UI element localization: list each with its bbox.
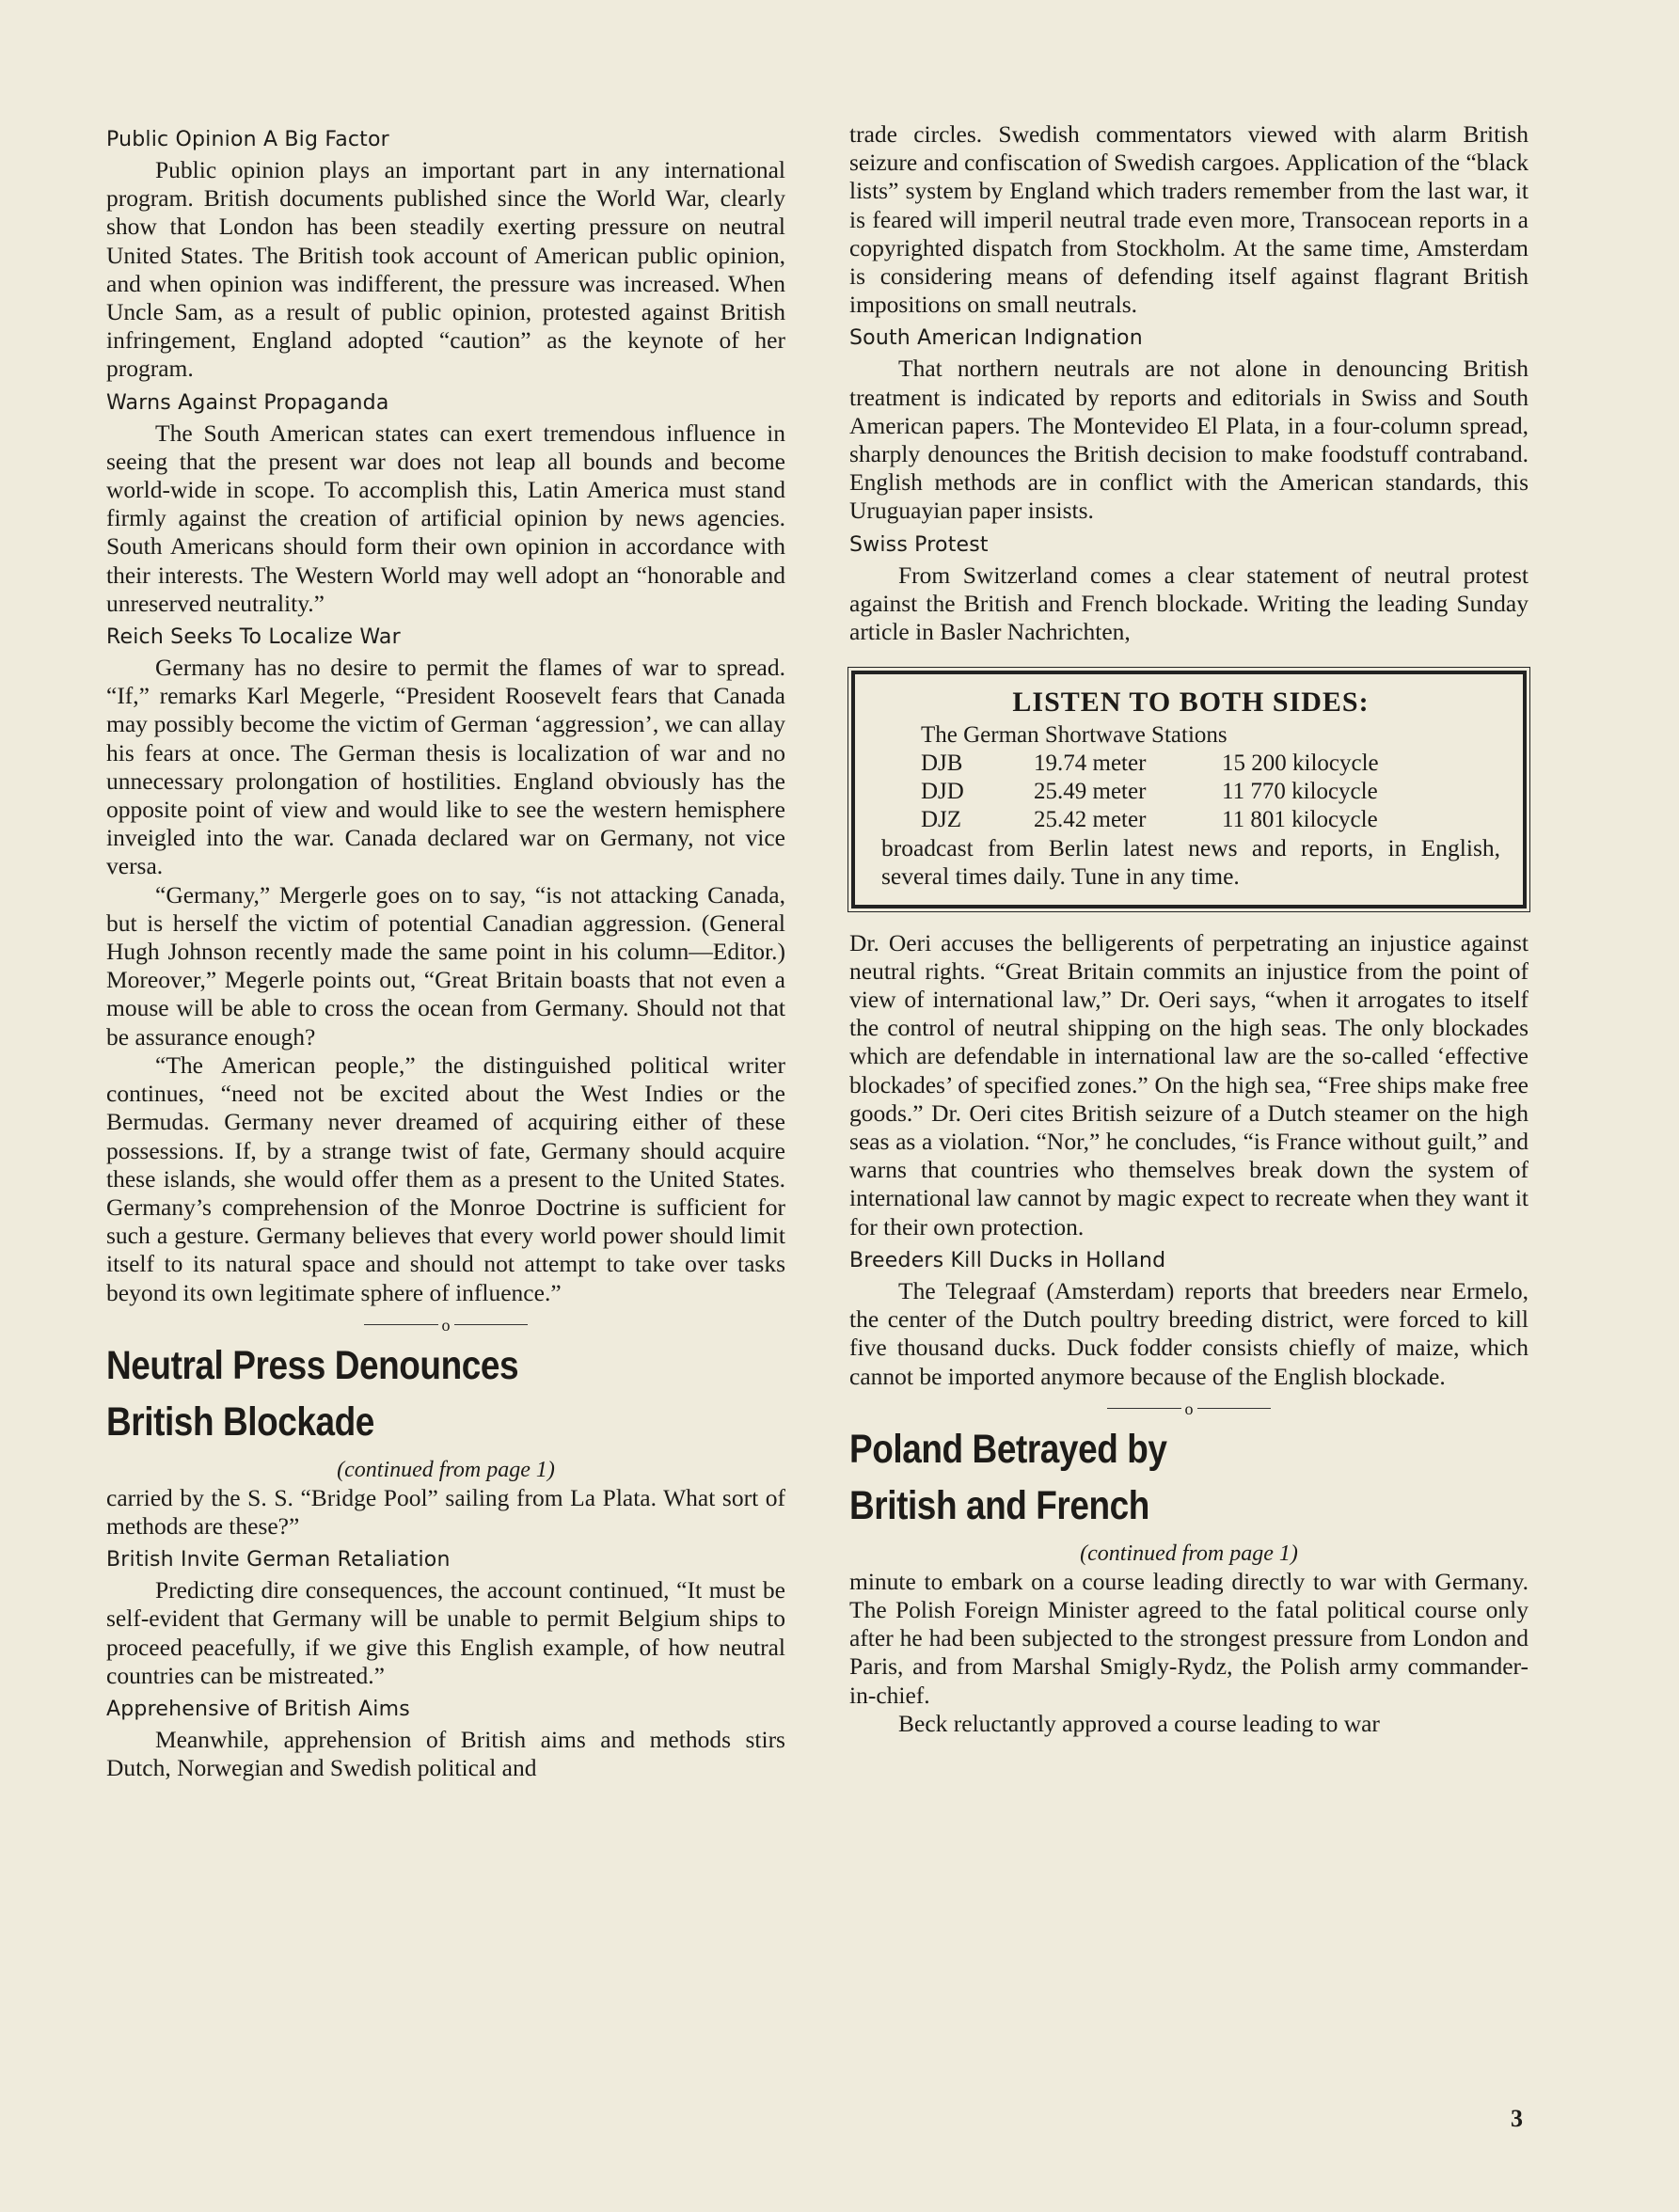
paragraph: Dr. Oeri accuses the belligerents of perpetrating an injustice against neutral rights. “Great Britain commits an injustice from the point of view of international law,” Dr. Oeri says, “when it arrogates to itself the control of neutral shipping on the high seas. The only blockades which are defendable in international law are the so-called ‘effective blockades’ of specified zones.” On the high sea, “Free ships make free goods.” Dr. Oeri cites British seizure of a Dutch steamer on the high seas as a violation. “Nor,” he concludes, “is France without guilt,” and warns that countries who themselves break down the system of international law cannot by magic expect to recreate when they want it for their own protection.: [849, 928, 1529, 1240]
paragraph: trade circles. Swedish commentators viewed with alarm British seizure and confiscation of Swedish cargoes. Application of the “black lists” system by England which traders remember from the last war, it is feared will imperil neutral trade even more, Transocean reports in a copyrighted dispatch from Stockholm. At the same time, Amsterdam is considering means of defending itself against flagrant British impositions on small neutrals.: [849, 120, 1529, 319]
paragraph: minute to embark on a course leading directly to war with Germany. The Polish Foreign Minister agreed to the fatal political course only after he had been subjected to the strongest pressure from London and Paris, and from Marshal Smigly-Rydz, the Polish army commander-in-chief.: [849, 1567, 1529, 1709]
section-heading: Apprehensive of British Aims: [106, 1697, 410, 1721]
section-heading: Warns Against Propaganda: [106, 390, 389, 415]
section-heading: Swiss Protest: [849, 532, 989, 557]
right-column: [849, 120, 1529, 1738]
ad-subtitle: The German Shortwave Stations: [921, 722, 1228, 749]
shortwave-stations-ad: [851, 671, 1527, 908]
station-call-sign: DJZ: [921, 807, 962, 833]
station-row: [921, 750, 1379, 778]
paragraph: That northern neutrals are not alone in denouncing British treatment is indicated by reports and editorials in Swiss and South American papers. The Montevideo El Plata, in a four-column spread, sharply denounces the British decision to make foodstuff contraband. English methods are in conflict with the American standards, this Uruguayian paper insists.: [849, 355, 1529, 525]
paragraph: The South American states can exert tremendous influence in seeing that the present war does not leap all bounds and become world-wide in scope. To accomplish this, Latin America must stand firmly against the creation of artificial opinion by news agencies. South Americans should form their own opinion in accordance with their interests. The Western World may well adopt an “honorable and unreserved neutrality.”: [106, 419, 785, 617]
station-row: [921, 778, 1379, 806]
section-heading: Breeders Kill Ducks in Holland: [849, 1248, 1166, 1272]
right-column-bottom: [849, 929, 1529, 1738]
station-wavelength: 25.42 meter: [1034, 807, 1147, 833]
paragraph: From Switzerland comes a clear statement of neutral protest against the British and French blockade. Writing the leading Sunday article in Basler Nachrichten,: [849, 561, 1529, 646]
paragraph: Meanwhile, apprehension of British aims and methods stirs Dutch, Norwegian and Swedish political and: [106, 1725, 785, 1782]
station-call-sign: DJD: [921, 779, 964, 805]
right-column-top: [849, 120, 1529, 646]
section-heading: British Invite German Retaliation: [106, 1548, 451, 1572]
paragraph: “Germany,” Mergerle goes on to say, “is not attacking Canada, but is herself the victim of potential Canadian aggression. (General Hugh Johnson recently made the same point in his column—Editor.) Moreover,” Megerle points out, “Great Britain boasts that not even a mouse will be able to cross the ocean from Germany. Should not that be assurance enough?: [106, 880, 785, 1051]
station-row: [921, 806, 1379, 834]
paragraph: “The American people,” the distinguished political writer continues, “need not be excited about the West Indies or the Bermudas. Germany never dreamed of acquiring either of these possessions. If, by a strange twist of fate, Germany should acquire these islands, she would offer them as a present to the United States. Germany’s comprehension of the Monroe Doctrine is sufficient for such a gesture. Germany believes that every world power should limit itself to its natural space and should not attempt to take over tasks beyond its own legitimate sphere of influence.”: [106, 1051, 785, 1306]
station-call-sign: DJB: [921, 750, 963, 777]
paragraph: Beck reluctantly approved a course leading to war: [898, 1709, 1380, 1737]
station-wavelength: 19.74 meter: [1034, 750, 1147, 777]
continued-note: (continued from page 1): [337, 1457, 555, 1482]
paragraph: Germany has no desire to permit the flames of war to spread. “If,” remarks Karl Megerle, “President Roosevelt fears that Canada may possibly become the victim of German ‘aggression’, we can allay his fears at once. The German thesis is localization of war and no unnecessary prolongation of hostilities. England obviously has the opposite point of view and would like to see the western hemisphere inveigled into the war. Canada declared war on Germany, not vice versa.: [106, 654, 785, 880]
ad-title: LISTEN TO BOTH SIDES:: [1012, 687, 1370, 719]
station-frequency: 11 801 kilocycle: [1222, 807, 1378, 833]
article-headline: British and French: [849, 1482, 1149, 1528]
paragraph: Public opinion plays an important part in any international program. British documents published since the World War, clearly show that London has been steadily exerting pressure on neutral United States. The British took account of American public opinion, and when opinion was indifferent, the pressure was increased. When Uncle Sam, as a result of public opinion, protested against British infringement, England adopted “caution” as the keynote of her program.: [106, 156, 785, 383]
paragraph: carried by the S. S. “Bridge Pool” sailing from La Plata. What sort of methods are these?”: [106, 1483, 785, 1540]
paragraph: Predicting dire consequences, the account continued, “It must be self-evident that Germany will be unable to permit Belgium ships to proceed peacefully, if we give this English example, of how neutral countries can be mistreated.”: [106, 1576, 785, 1689]
article-headline: Neutral Press Denounces: [106, 1342, 519, 1388]
station-frequency: 11 770 kilocycle: [1222, 779, 1378, 805]
stations-table: [921, 750, 1379, 834]
page-number: 3: [1511, 2105, 1523, 2132]
left-column: [106, 120, 785, 1782]
section-heading: Reich Seeks To Localize War: [106, 625, 401, 650]
continued-note: (continued from page 1): [1080, 1540, 1298, 1566]
section-heading: Public Opinion A Big Factor: [106, 128, 389, 151]
separator-mark: o: [1181, 1399, 1197, 1418]
article-headline: British Blockade: [106, 1398, 374, 1445]
station-frequency: 15 200 kilocycle: [1222, 750, 1379, 777]
paragraph: The Telegraaf (Amsterdam) reports that breeders near Ermelo, the center of the Dutch poultry breeding district, were forced to kill five thousand ducks. Duck fodder consists chiefly of maize, which cannot be imported anymore because of the English blockade.: [849, 1276, 1529, 1390]
article-separator: [106, 1313, 785, 1337]
article-headline: Poland Betrayed by: [849, 1426, 1167, 1472]
ad-footer: broadcast from Berlin latest news and reports, in English, several times daily. Tune in any time.: [881, 834, 1500, 891]
section-heading: South American Indignation: [849, 326, 1143, 351]
article-separator: [849, 1397, 1529, 1421]
separator-mark: o: [438, 1316, 454, 1335]
station-wavelength: 25.49 meter: [1034, 779, 1147, 805]
